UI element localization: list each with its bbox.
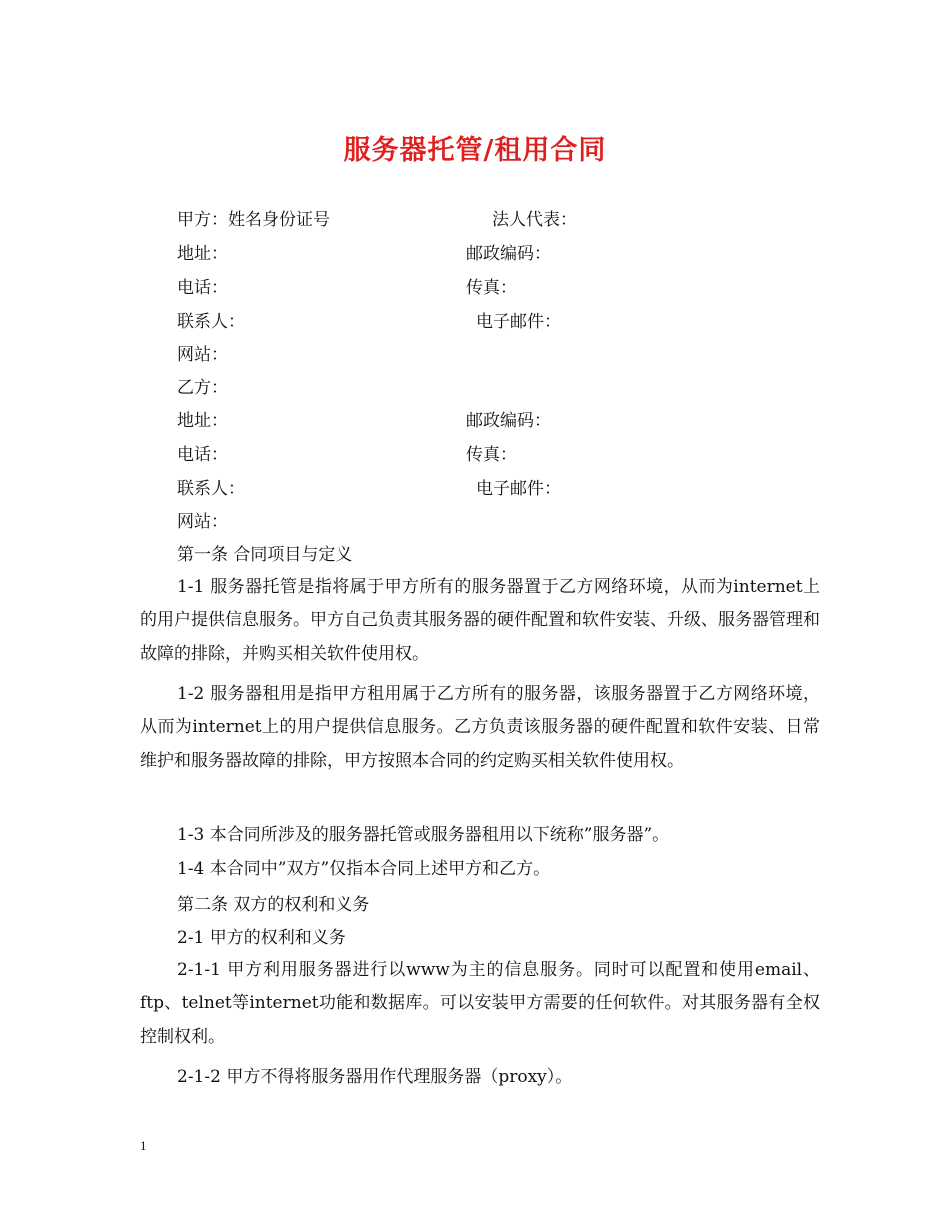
party-a-contact-label: 联系人： — [177, 312, 245, 332]
party-a-fax-label: 传真： — [466, 278, 517, 298]
party-b-name-label: 乙方： — [177, 378, 228, 398]
party-b-website-label: 网站： — [177, 512, 228, 532]
paragraph-2-1-1: 2-1-1 甲方利用服务器进行以www为主的信息服务。同时可以配置和使用email、ftp、telnet等internet功能和数据库。可以安装甲方需要的任何软件。对其服务器有全权控制权利。 — [140, 960, 820, 1047]
article-2-heading: 第二条 双方的权利和义务 — [177, 895, 370, 915]
paragraph-1-4: 1-4 本合同中”双方”仅指本合同上述甲方和乙方。 — [177, 859, 551, 879]
paragraph-1-1: 1-1 服务器托管是指将属于甲方所有的服务器置于乙方网络环境，从而为internet上的用户提供信息服务。甲方自己负责其服务器的硬件配置和软件安装、升级、服务器管理和故障的排除，并购买相关软件使用权。 — [140, 577, 820, 664]
paragraph-2-1-2: 2-1-2 甲方不得将服务器用作代理服务器（proxy）。 — [177, 1067, 573, 1087]
party-b-email-label: 电子邮件： — [476, 479, 561, 499]
paragraph-1-3: 1-3 本合同所涉及的服务器托管或服务器租用以下统称”服务器”。 — [177, 825, 670, 845]
party-a-address-label: 地址： — [177, 244, 228, 264]
party-a-postcode-label: 邮政编码： — [466, 244, 551, 264]
party-a-email-label: 电子邮件： — [476, 312, 561, 332]
party-a-name-label: 甲方：姓名身份证号 — [177, 210, 330, 230]
paragraph-2-1: 2-1 甲方的权利和义务 — [177, 928, 346, 948]
party-b-contact-label: 联系人： — [177, 479, 245, 499]
paragraph-1-2: 1-2 服务器租用是指甲方租用属于乙方所有的服务器，该服务器置于乙方网络环境，从而为internet上的用户提供信息服务。乙方负责该服务器的硬件配置和软件安装、日常维护和服务器故障的排除，甲方按照本合同的约定购买相关软件使用权。 — [140, 684, 820, 771]
party-b-address-label: 地址： — [177, 411, 228, 431]
party-b-fax-label: 传真： — [466, 445, 517, 465]
party-b-postcode-label: 邮政编码： — [466, 411, 551, 431]
party-a-phone-label: 电话： — [177, 278, 228, 298]
party-b-phone-label: 电话： — [177, 445, 228, 465]
document-title: 服务器托管/租用合同 — [343, 135, 607, 166]
article-1-heading: 第一条 合同项目与定义 — [177, 545, 353, 565]
party-a-legal-rep-label: 法人代表： — [492, 210, 577, 230]
page-number: 1 — [140, 1138, 147, 1153]
party-a-website-label: 网站： — [177, 345, 228, 365]
